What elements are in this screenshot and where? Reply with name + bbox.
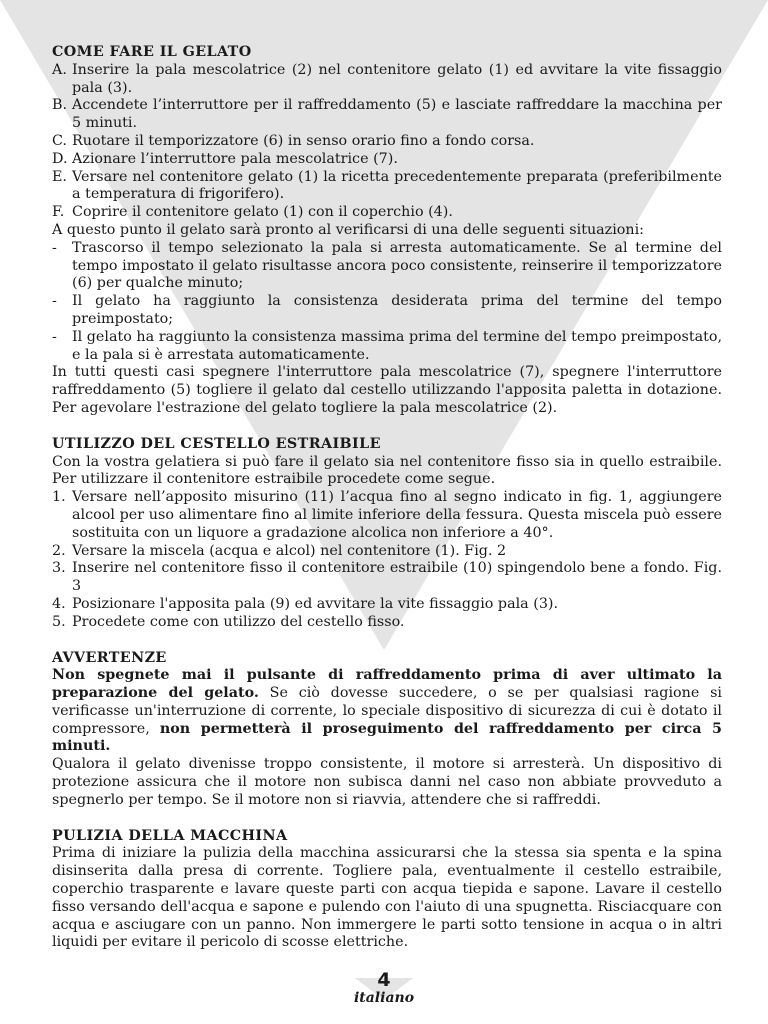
section-title: UTILIZZO DEL CESTELLO ESTRAIBILE: [52, 435, 381, 452]
section-intro: Con la vostra gelatiera si può fare il gelato sia nel contenitore fisso sia in quello estraibile. Per utilizzare il contenitore estraibile procedete come segue.: [52, 453, 722, 488]
motor-paragraph: Qualora il gelato divenisse troppo consistente, il motore si arresterà. Un dispositivo di protezione assicura che il motore non subisca danni nel caso non abbiate provveduto a spegnerlo per tempo. Se il motore non si riavvia, attendere che si raffreddi.: [52, 756, 722, 808]
steps-list: [52, 489, 722, 631]
list-item: E. Versare nel contenitore gelato (1) la ricetta precedentemente preparata (preferibilmente a temperatura di frigorifero).: [52, 168, 722, 203]
section-avvertenze: [52, 650, 722, 810]
list-item: B. Accendete l’interruttore per il raffreddamento (5) e lasciate raffreddare la macchina per 5 minuti.: [52, 97, 722, 132]
list-item: F. Coprire il contenitore gelato (1) con il coperchio (4).: [52, 204, 453, 221]
warning-paragraph: [52, 667, 722, 756]
language-label: italiano: [353, 990, 415, 1006]
list-item: C. Ruotare il temporizzatore (6) in senso orario fino a fondo corsa.: [52, 132, 535, 149]
list-item: 2. Versare la miscela (acqua e alcol) nel contenitore (1). Fig. 2: [52, 542, 507, 559]
list-item: - Il gelato ha raggiunto la consistenza desiderata prima del termine del tempo preimpostato;: [52, 293, 722, 327]
section-pulizia: [52, 828, 722, 953]
situations-intro: A questo punto il gelato sarà pronto al verificarsi di una delle seguenti situazioni:: [52, 221, 644, 238]
situations-list: [52, 240, 722, 365]
list-item: 4. Posizionare l'apposita pala (9) ed avvitare la vite fissaggio pala (3).: [52, 595, 559, 612]
page-footer: [0, 970, 768, 1006]
section-title: COME FARE IL GELATO: [52, 44, 252, 60]
list-item: 5. Procedete come con utilizzo del cestello fisso.: [52, 613, 405, 630]
page-number: 4: [377, 969, 391, 991]
list-item: - Il gelato ha raggiunto la consistenza massima prima del termine del tempo preimpostato, e la pala si è arrestata automaticamente.: [52, 328, 722, 363]
warning-text: Se ciò dovesse succedere, o se per qualsiasi ragione si verificasse un'interruzione di corrente, lo speciale dispositivo di sicurezza di cui è dotato il compressore,: [52, 685, 722, 737]
section-cestello-estraibile: [52, 436, 722, 632]
list-item: A. Inserire la pala mescolatrice (2) nel contenitore gelato (1) ed avvitare la vite fissaggio pala (3).: [52, 61, 722, 96]
list-item: - Trascorso il tempo selezionato la pala si arresta automaticamente. Se al termine del tempo impostato il gelato risultasse ancora poco consistente, reinserire il temporizzatore (6) per qualche minuto;: [52, 239, 722, 292]
warning-bold-text: non permetterà il proseguimento del raffreddamento per circa 5 minuti.: [52, 720, 723, 755]
closing-paragraph: In tutti questi casi spegnere l'interruttore pala mescolatrice (7), spegnere l'interruttore raffreddamento (5) togliere il gelato dal cestello utilizzando l'apposita paletta in dotazione. Per agevolare l'estrazione del gelato togliere la pala mescolatrice (2).: [52, 364, 722, 416]
section-title: PULIZIA DELLA MACCHINA: [52, 827, 288, 844]
list-item: 3. Inserire nel contenitore fisso il contenitore estraibile (10) spingendolo bene a fondo. Fig. 3: [52, 560, 722, 595]
document-body: [52, 44, 722, 970]
list-item: D. Azionare l’interruttore pala mescolatrice (7).: [52, 150, 398, 167]
section-come-fare-il-gelato: [52, 44, 722, 418]
steps-list: [52, 62, 722, 222]
section-title: AVVERTENZE: [52, 649, 167, 666]
list-item: 1. Versare nell’apposito misurino (11) l’acqua fino al segno indicato in fig. 1, aggiungere alcool per uso alimentare fino al limite inferiore della fessura. Questa miscela può essere sostituita con un liquore a gradazione alcolica non inferiore a 40°.: [52, 489, 722, 541]
cleaning-paragraph: Prima di iniziare la pulizia della macchina assicurarsi che la stessa sia spenta e la spina disinserita dalla presa di corrente. Togliere pala, eventualmente il cestello estraibile, coperchio trasparente e lavare queste parti con acqua tiepida e sapone. Lavare il cestello fisso versando dell'acqua e sapone e pulendo con l'aiuto di una spugnetta. Risciacquare con acqua e asciugare con un panno. Non immergere le parti sotto tensione in acqua o in altri liquidi per evitare il pericolo di scosse elettriche.: [52, 845, 722, 951]
warning-bold-text: Non spegnete mai il pulsante di raffreddamento prima di aver ultimato la preparazione del gelato.: [52, 667, 722, 702]
